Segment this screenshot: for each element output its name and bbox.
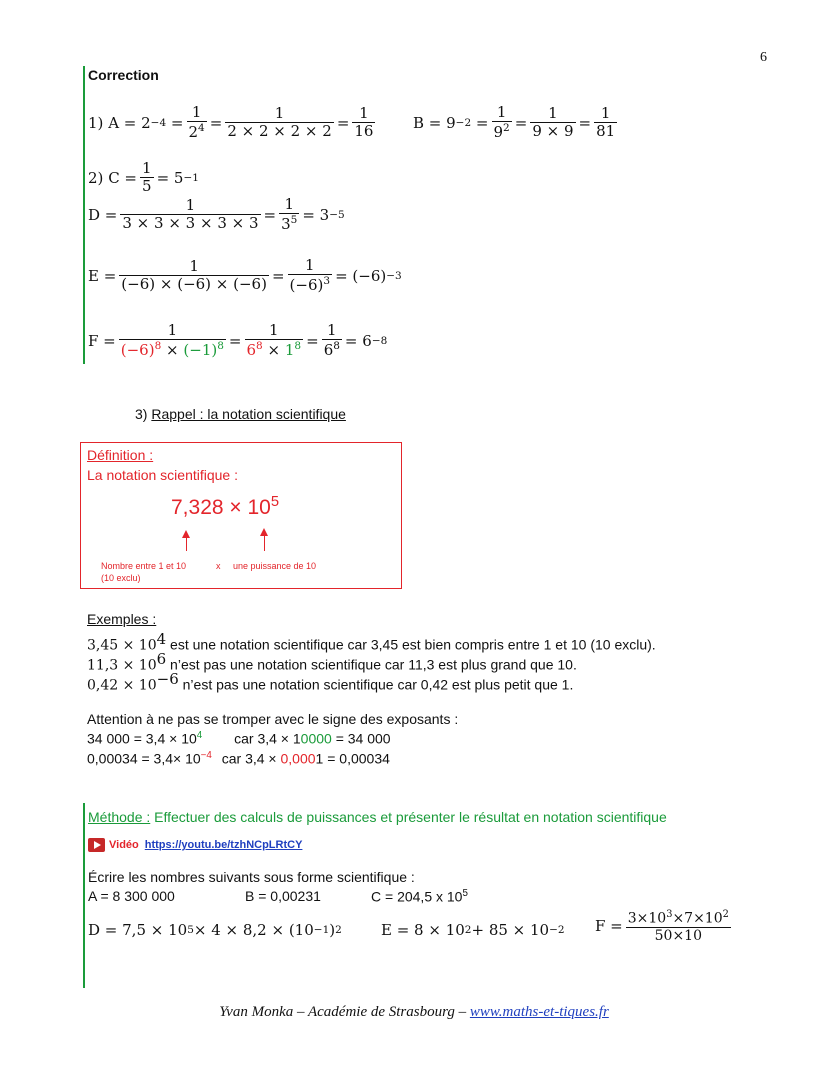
B-exp: −2 bbox=[455, 116, 472, 129]
A-frac-1: $\frac{1}{2^4}$ bbox=[188, 103, 205, 142]
methode-C: C = 204,5 x $10^5$ bbox=[371, 888, 468, 905]
D-frac-1: $\frac{1}{3 \times 3 \times 3 \times 3 \times 3}$ bbox=[122, 196, 259, 233]
definition-line: La notation scientifique : bbox=[87, 467, 238, 483]
F-frac: $\frac{3\times 10^3\times 7\times 10^2}{50\times 10}$ bbox=[627, 909, 729, 944]
definition-example: $7,328 \times 10^5$ bbox=[171, 494, 280, 519]
D-rhs: = 3 bbox=[302, 205, 330, 224]
D-lhs: D = bbox=[88, 205, 118, 224]
q1-label: 1) bbox=[88, 113, 104, 132]
correction-title: Correction bbox=[88, 67, 159, 83]
methode-A: A = 8 300 000 bbox=[88, 888, 175, 904]
exemple-line-3: $0,42 \times 10^{-6}$ n’est pas une notation scientifique car 0,42 est plus petit que 1. bbox=[87, 670, 574, 694]
B-frac-1: $\frac{1}{9^2}$ bbox=[493, 103, 510, 142]
footer: Yvan Monka – Académie de Strasbourg – www.maths-et-tiques.fr bbox=[219, 1004, 609, 1020]
D-frac-2: $\frac{1}{3^5}$ bbox=[281, 195, 298, 234]
video-label: Vidéo bbox=[109, 839, 139, 851]
equation-C bbox=[88, 160, 199, 196]
video-row[interactable] bbox=[88, 838, 302, 852]
q2-label: 2) bbox=[88, 168, 104, 187]
C-frac: $\frac{1}{5}$ bbox=[142, 159, 152, 196]
equation-A: 1) A = 2 −4 = $\frac{1}{2^4}$ = $\frac{1}{2 \times 2 \times 2 \times 2}$ = $\frac{1}{16}$ bbox=[88, 103, 374, 142]
A-lhs: A = 2 bbox=[108, 113, 151, 132]
C-rhs-exp: −1 bbox=[183, 171, 199, 184]
correction-margin-line bbox=[83, 66, 85, 364]
definition-heading: Définition : bbox=[87, 447, 154, 463]
A-frac-3: $\frac{1}{16}$ bbox=[354, 104, 374, 141]
F-lhs: F = bbox=[88, 331, 116, 350]
footer-link[interactable]: www.maths-et-tiques.fr bbox=[469, 1004, 609, 1020]
E-frac-1: $\frac{1}{(-6) \times (-6) \times (-6)}$ bbox=[121, 257, 267, 294]
B-frac-2: $\frac{1}{9 \times 9}$ bbox=[532, 104, 574, 141]
F-frac-1: $\frac{1}{(-6)^8 \times (-1)^8}$ bbox=[120, 321, 224, 360]
F-rhs: = 6 bbox=[344, 331, 372, 350]
B-frac-3: $\frac{1}{81}$ bbox=[596, 104, 616, 141]
play-icon[interactable] bbox=[88, 838, 105, 852]
A-frac-2: $\frac{1}{2 \times 2 \times 2 \times 2}$ bbox=[227, 104, 332, 141]
equation-E: E = $\frac{1}{(-6) \times (-6) \times (-6)}$ = $\frac{1}{(-6)^3}$ = (−6) −3 bbox=[88, 256, 402, 295]
equation-B: B = 9 −2 = $\frac{1}{9^2}$ = $\frac{1}{9 \times 9}$ = $\frac{1}{81}$ bbox=[413, 103, 616, 142]
methode-instruction: Écrire les nombres suivants sous forme scientifique : bbox=[88, 869, 415, 885]
exemple-line-2: $11,3 \times 10^6$ n’est pas une notation scientifique car 11,3 est plus grand que 10. bbox=[87, 650, 577, 674]
methode-F: F = $\frac{3\times 10^3\times 7\times 10^2}{50\times 10}$ bbox=[595, 909, 729, 944]
label-mantissa-2: (10 exclu) bbox=[101, 573, 141, 583]
equation-D: D = $\frac{1}{3 \times 3 \times 3 \times 3 \times 3}$ = $\frac{1}{3^5}$ = 3 −5 bbox=[88, 195, 345, 234]
E-rhs: = (−6) bbox=[335, 266, 387, 285]
methode-margin-line bbox=[83, 803, 85, 988]
label-mantissa: Nombre entre 1 et 10 bbox=[101, 561, 187, 571]
attention-line-1: 34 $000 = 3,4 \times 10^4$ car 3,4 × 10000 = 34 000 bbox=[87, 730, 391, 747]
F-frac-3: $\frac{1}{6^8}$ bbox=[323, 321, 340, 360]
F-frac-2: $\frac{1}{6^8 \times 1^8}$ bbox=[246, 321, 302, 360]
label-power: une puissance de 10 bbox=[233, 561, 317, 571]
B-lhs: B = 9 bbox=[413, 113, 456, 132]
C-rhs: = 5 bbox=[156, 168, 184, 187]
arrow-shaft bbox=[186, 537, 188, 551]
exemple-line-1: $3,45 \times 10^4$ est une notation scientifique car 3,45 est bien compris entre 1 et 10 (10 exclu). bbox=[87, 630, 656, 654]
attention-text: Attention à ne pas se tromper avec le signe des exposants : bbox=[87, 711, 459, 727]
arrow-shaft bbox=[264, 535, 266, 551]
page-number: 6 bbox=[760, 50, 767, 65]
methode-title: Méthode : Effectuer des calculs de puissances et présenter le résultat en notation scientifique bbox=[88, 809, 667, 825]
methode-E: E = 8 × 10 2 + 85 × 10 −2 bbox=[381, 921, 565, 939]
label-x: x bbox=[216, 561, 221, 571]
D-rhs-exp: −5 bbox=[329, 208, 345, 221]
E-rhs-exp: −3 bbox=[386, 269, 402, 282]
video-link[interactable]: https://youtu.be/tzhNCpLRtCY bbox=[144, 839, 303, 851]
C-lhs: C = bbox=[108, 168, 138, 187]
A-exp: −4 bbox=[150, 116, 167, 129]
E-frac-2: $\frac{1}{(-6)^3}$ bbox=[289, 256, 331, 295]
attention-line-2: $0,00034 = 3,4\times 10^{-4}$ car 3,4 × 0,0001 = 0,00034 bbox=[87, 750, 390, 767]
exemples-heading: Exemples : bbox=[87, 611, 157, 627]
methode-B: B = 0,00231 bbox=[245, 888, 321, 904]
methode-D: D = 7,5 × 10 5 × 4 × 8,2 × (10 −1 ) 2 bbox=[88, 921, 342, 939]
section-3-heading: 3) Rappel : la notation scientifique bbox=[135, 406, 346, 422]
E-lhs: E = bbox=[88, 266, 117, 285]
equation-F: F = $\frac{1}{(-6)^8 \times (-1)^8}$ = $\frac{1}{6^8 \times 1^8}$ = $\frac{1}{6^8}$ = 6 −8 bbox=[88, 321, 388, 360]
F-rhs-exp: −8 bbox=[371, 334, 388, 347]
